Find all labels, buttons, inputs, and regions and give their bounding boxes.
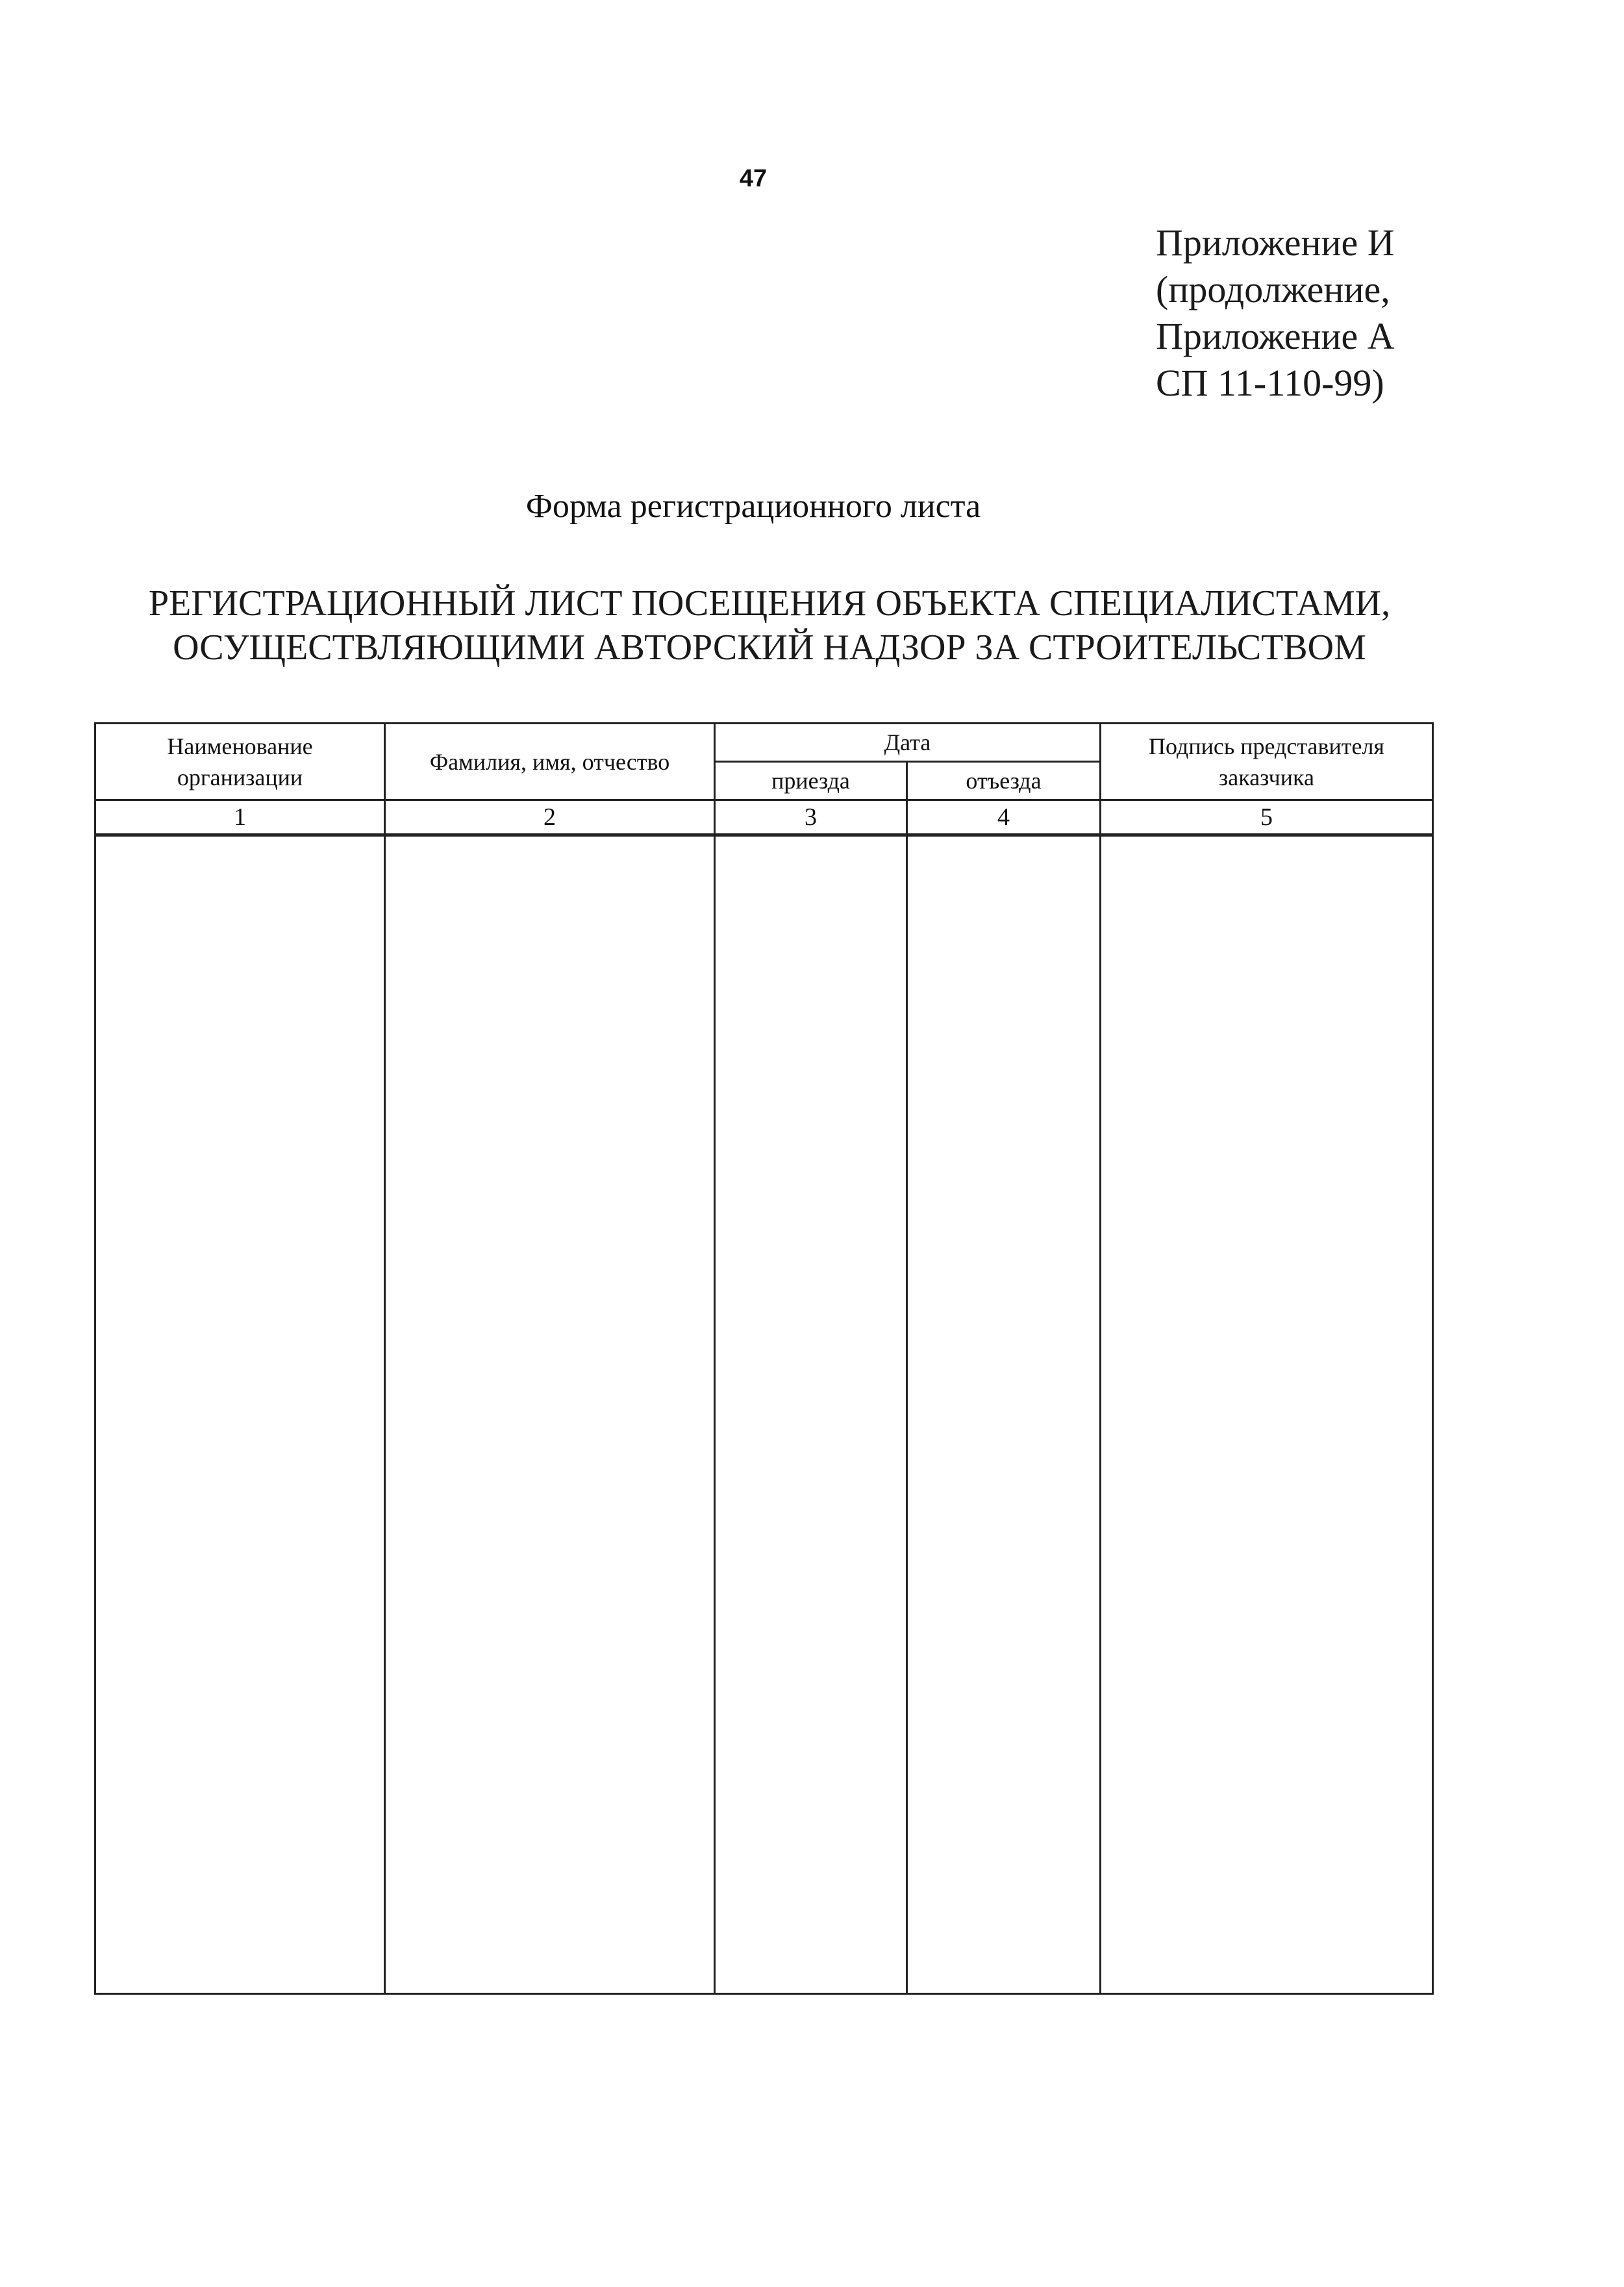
form-title: Форма регистрационного листа <box>525 488 981 525</box>
table-cell-arrival <box>715 835 907 1994</box>
table-cell-signature <box>1101 835 1433 1994</box>
column-header-departure: отъезда <box>907 762 1101 800</box>
table-cell-organization <box>95 835 385 1994</box>
appendix-line: Приложение И <box>1156 221 1395 264</box>
appendix-line: СП 11-110-99) <box>1156 362 1384 404</box>
appendix-line: Приложение А <box>1156 315 1395 357</box>
table-cell-departure <box>907 835 1101 1994</box>
column-number: 1 <box>95 800 385 835</box>
column-header-date: Дата <box>715 724 1101 762</box>
appendix-reference <box>1156 220 1610 407</box>
column-header-organization <box>95 724 385 800</box>
table-cell-full-name <box>385 835 715 1994</box>
column-number: 3 <box>715 800 907 835</box>
column-number: 2 <box>385 800 715 835</box>
column-header-arrival: приезда <box>715 762 907 800</box>
appendix-line: (продолжение, <box>1156 268 1390 310</box>
heading-line: РЕГИСТРАЦИОННЫЙ ЛИСТ ПОСЕЩЕНИЯ ОБЪЕКТА СПЕЦИАЛИСТАМИ, <box>148 583 1391 624</box>
column-header-full-name: Фамилия, имя, отчество <box>385 724 715 800</box>
header-text: Наименование <box>167 733 313 759</box>
page-number: 47 <box>739 165 768 192</box>
column-number: 5 <box>1101 800 1433 835</box>
column-header-signature <box>1101 724 1433 800</box>
document-heading <box>84 581 1455 670</box>
column-number: 4 <box>907 800 1101 835</box>
registration-table <box>94 722 1434 1995</box>
header-text: заказчика <box>1219 764 1314 790</box>
heading-line: ОСУЩЕСТВЛЯЮЩИМИ АВТОРСКИЙ НАДЗОР ЗА СТРОИТЕЛЬСТВОМ <box>173 627 1366 668</box>
header-text: Подпись представителя <box>1149 733 1384 759</box>
table-row <box>95 835 1433 1994</box>
header-text: организации <box>177 764 303 790</box>
